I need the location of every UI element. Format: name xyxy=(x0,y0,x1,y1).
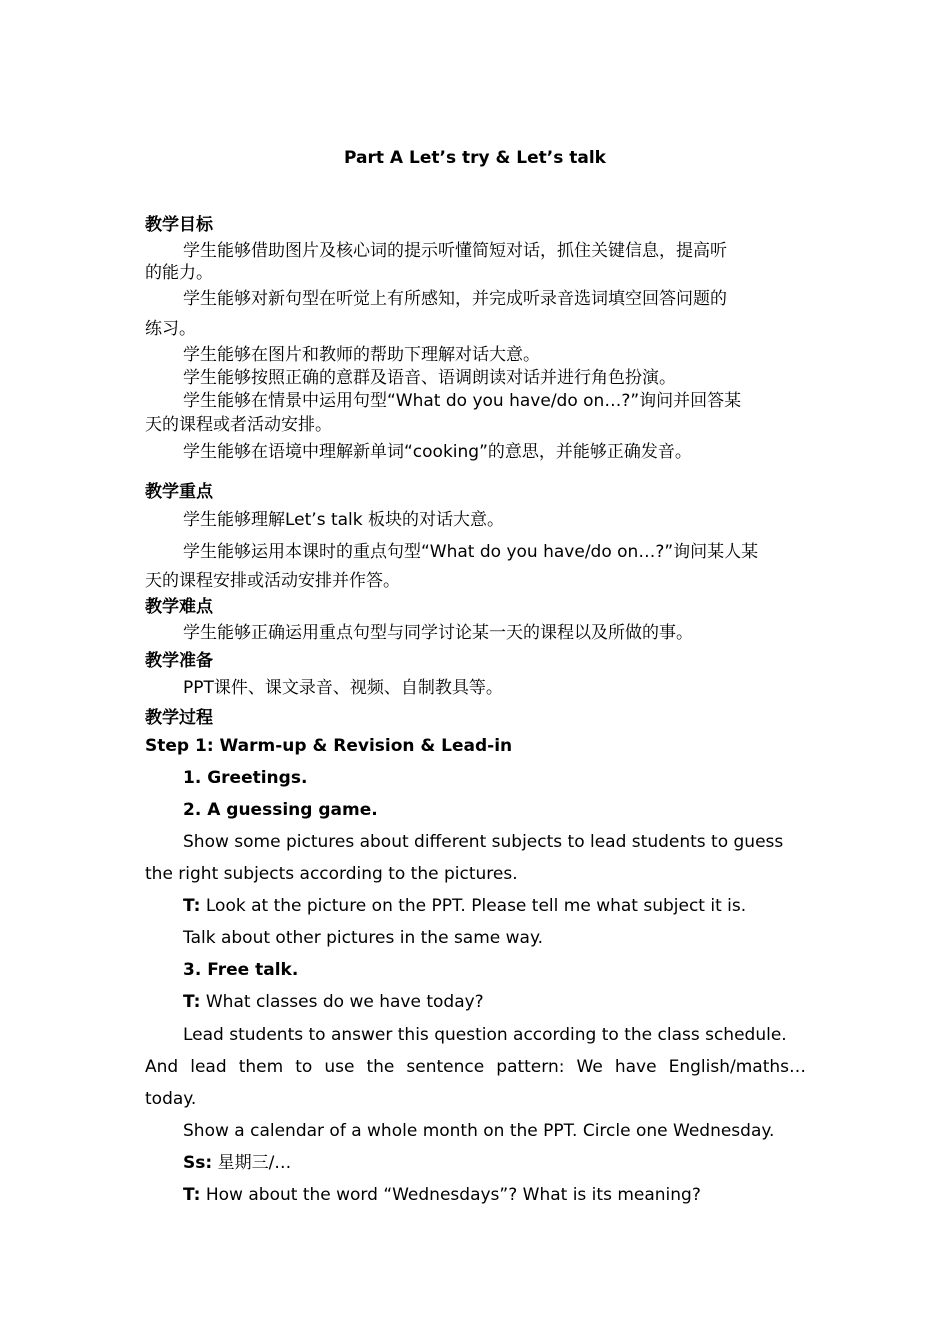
preparation-heading: 教学准备 xyxy=(145,651,213,671)
step-1-heading: Step 1: Warm-up & Revision & Lead-in xyxy=(145,736,513,756)
students-label: Ss: xyxy=(183,1153,213,1173)
difficulties-heading: 教学难点 xyxy=(145,597,213,617)
talk-other-line: Talk about other pictures in the same way. xyxy=(183,928,544,948)
teacher-line xyxy=(183,1184,701,1206)
teacher-label: T: xyxy=(183,992,201,1012)
key-point-line: 学生能够理解Let’s talk 板块的对话大意。 xyxy=(183,510,505,530)
lead-line: Lead students to answer this question according to the class schedule. xyxy=(183,1025,787,1045)
teacher-line xyxy=(183,991,484,1013)
guess-description: the right subjects according to the pictures. xyxy=(145,864,518,884)
objective-line: 的能力。 xyxy=(145,263,213,283)
objective-line: 学生能够对新句型在听觉上有所感知，并完成听录音选词填空回答问题的 xyxy=(183,289,727,309)
teacher-label: T: xyxy=(183,1185,201,1205)
lead-line: And lead them to use the sentence pattern: We have English/maths… xyxy=(145,1057,806,1077)
objective-line: 学生能够借助图片及核心词的提示听懂简短对话，抓住关键信息，提高听 xyxy=(183,241,727,261)
objective-line: 学生能够在情景中运用句型“What do you have/do on…?”询问并回答某 xyxy=(183,391,742,411)
calendar-line: Show a calendar of a whole month on the PPT. Circle one Wednesday. xyxy=(183,1121,775,1141)
key-point-line: 学生能够运用本课时的重点句型“What do you have/do on…?”询问某人某 xyxy=(183,542,759,562)
key-point-line: 天的课程安排或活动安排并作答。 xyxy=(145,571,400,591)
students-text: 星期三/… xyxy=(217,1153,292,1173)
guess-description: Show some pictures about different subjects to lead students to guess xyxy=(183,832,784,852)
objectives-heading: 教学目标 xyxy=(145,215,213,235)
page-title: Part A Let’s try & Let’s talk xyxy=(344,148,606,168)
objective-line: 学生能够按照正确的意群及语音、语调朗读对话并进行角色扮演。 xyxy=(183,368,676,388)
teacher-label: T: xyxy=(183,896,201,916)
key-points-heading: 教学重点 xyxy=(145,482,213,502)
preparation-line: PPT课件、课文录音、视频、自制教具等。 xyxy=(183,678,503,698)
greetings-item: 1. Greetings. xyxy=(183,768,308,788)
objective-line: 练习。 xyxy=(145,319,196,339)
objective-line: 学生能够在语境中理解新单词“cooking”的意思，并能够正确发音。 xyxy=(183,442,692,462)
process-heading: 教学过程 xyxy=(145,708,213,728)
lead-line: today. xyxy=(145,1089,197,1109)
teacher-text: Look at the picture on the PPT. Please tell me what subject it is. xyxy=(205,896,747,916)
objective-line: 天的课程或者活动安排。 xyxy=(145,415,332,435)
difficulty-line: 学生能够正确运用重点句型与同学讨论某一天的课程以及所做的事。 xyxy=(183,623,693,643)
free-talk-item: 3. Free talk. xyxy=(183,960,299,980)
guessing-game-item: 2. A guessing game. xyxy=(183,800,378,820)
objective-line: 学生能够在图片和教师的帮助下理解对话大意。 xyxy=(183,345,540,365)
teacher-text: What classes do we have today? xyxy=(205,992,484,1012)
teacher-text: How about the word “Wednesdays”? What is its meaning? xyxy=(205,1185,701,1205)
teacher-line xyxy=(183,895,746,917)
students-line xyxy=(183,1152,291,1174)
